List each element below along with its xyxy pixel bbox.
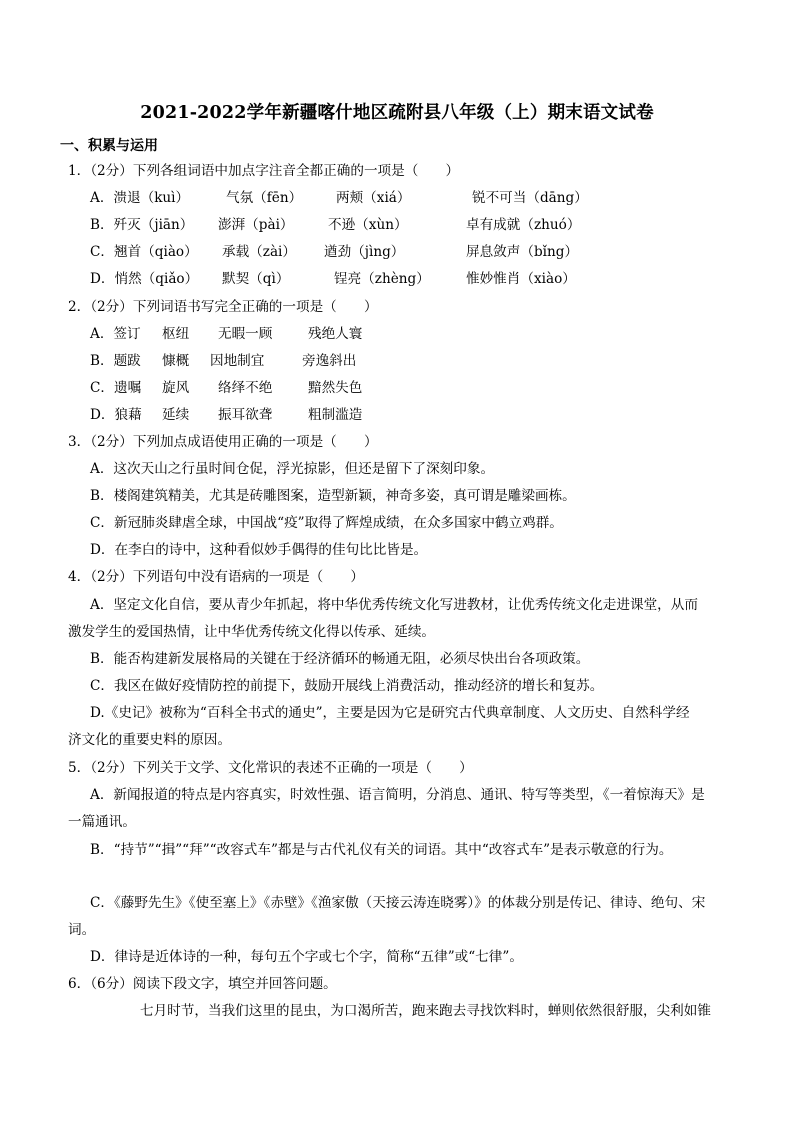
q2-option-a-word2: 枢纽 — [162, 326, 190, 342]
q1-option-c-word4: 屏息敛声（bǐng） — [466, 244, 579, 260]
q4-option-d-continued: 济文化的重要史料的原因。 — [68, 732, 232, 748]
q1-option-a-word4: 锐不可当（dāng） — [472, 190, 588, 206]
q5-option-a: A．新闻报道的特点是内容真实，时效性强、语言简明，分消息、通讯、特写等类型，《一着惊海天》是 — [90, 787, 705, 803]
q1-option-d-word2: 默契（qì） — [222, 271, 290, 287]
question-5-stem: 5．（2分）下列关于文学、文化常识的表述不正确的一项是（ ） — [68, 760, 473, 776]
q1-option-b-word1: B．歼灭（jiān） — [90, 217, 194, 233]
q1-option-d-word3: 锃亮（zhèng） — [334, 271, 430, 287]
q2-option-d-word2: 延续 — [162, 407, 190, 423]
q5-option-d: D．律诗是近体诗的一种，每句五个字或七个字，简称“五律”或“七律”。 — [90, 949, 523, 965]
q5-option-c-continued: 词。 — [68, 922, 96, 938]
q4-option-a: A．坚定文化自信，要从青少年抓起，将中华优秀传统文化写进教材，让优秀传统文化走进课堂，从而 — [90, 597, 698, 613]
q1-option-b-word4: 卓有成就（zhuó） — [466, 217, 581, 233]
q2-option-a-word4: 残绝人寰 — [308, 326, 363, 342]
q2-option-b-word3: 因地制宜 — [210, 353, 265, 369]
q2-option-b-word4: 旁逸斜出 — [302, 353, 357, 369]
q1-option-a-word2: 气氛（fēn） — [226, 190, 303, 206]
q2-option-d-word4: 粗制滥造 — [308, 407, 363, 423]
question-2-stem: 2．（2分）下列词语书写完全正确的一项是（ ） — [68, 299, 378, 315]
q2-option-c-word4: 黯然失色 — [308, 380, 363, 396]
q3-option-b: B．楼阁建筑精美，尤其是砖雕图案，造型新颖，神奇多姿，真可谓是雕梁画栋。 — [90, 488, 576, 504]
q2-option-d-word3: 振耳欲聋 — [218, 407, 273, 423]
q4-option-a-continued: 激发学生的爱国热情，让中华优秀传统文化得以传承、延续。 — [68, 624, 436, 640]
q1-option-c-word3: 遒劲（jìng） — [324, 244, 405, 260]
exam-title: 2021-2022学年新疆喀什地区疏附县八年级（上）期末语文试卷 — [140, 103, 654, 123]
q1-option-c-word2: 承载（zài） — [222, 244, 296, 260]
q1-option-d-word4: 惟妙惟肖（xiào） — [466, 271, 576, 287]
question-6-stem: 6．（6分）阅读下段文字，填空并回答问题。 — [68, 976, 337, 992]
q1-option-a-word3: 两颊（xiá） — [336, 190, 411, 206]
q1-option-c-word1: C．翘首（qiào） — [90, 244, 198, 260]
q2-option-d-word1: D．狼藉 — [90, 407, 142, 423]
q5-option-a-continued: 一篇通讯。 — [68, 814, 136, 830]
section-heading: 一、积累与运用 — [60, 138, 158, 154]
q2-option-b-word2: 慷概 — [162, 353, 190, 369]
q4-option-d: D.《史记》被称为“百科全书式的通史”，主要是因为它是研究古代典章制度、人文历史、自然科学经 — [90, 705, 690, 721]
q3-option-a: A．这次天山之行虽时间仓促，浮光掠影，但还是留下了深刻印象。 — [90, 461, 495, 477]
question-4-stem: 4．（2分）下列语句中没有语病的一项是（ ） — [68, 569, 364, 585]
question-3-stem: 3．（2分）下列加点成语使用正确的一项是（ ） — [68, 434, 378, 450]
q3-option-d: D．在李白的诗中，这种看似妙手偶得的佳句比比皆是。 — [90, 542, 428, 558]
q2-option-c-word2: 旋风 — [162, 380, 190, 396]
q1-option-d-word1: D．悄然（qiǎo） — [90, 271, 199, 287]
q1-option-a-word1: A．溃退（kuì） — [90, 190, 190, 206]
q4-option-c: C．我区在做好疫情防控的前提下，鼓励开展线上消费活动，推动经济的增长和复苏。 — [90, 678, 604, 694]
q2-option-c-word3: 络绎不绝 — [218, 380, 273, 396]
q1-option-b-word2: 澎湃（pài） — [218, 217, 294, 233]
q2-option-b-word1: B．题跋 — [90, 353, 141, 369]
q2-option-c-word1: C．遗嘱 — [90, 380, 142, 396]
q5-option-b: B．“持节”“揖”“拜”“改容式车”都是与古代礼仪有关的词语。其中“改容式车”是表示敬意的行为。 — [90, 842, 673, 858]
q1-option-b-word3: 不逊（xùn） — [328, 217, 408, 233]
q3-option-c: C．新冠肺炎肆虐全球，中国战“疫”取得了辉煌成绩，在众多国家中鹤立鸡群。 — [90, 515, 563, 531]
q2-option-a-word1: A．签订 — [90, 326, 141, 342]
q4-option-b: B．能否构建新发展格局的关键在于经济循环的畅通无阻，必须尽快出台各项政策。 — [90, 651, 590, 667]
question-1-stem: 1．（2分）下列各组词语中加点字注音全都正确的一项是（ ） — [68, 163, 460, 179]
q5-option-c: C．《藤野先生》《使至塞上》《赤壁》《渔家傲（天接云涛连晓雾）》的体裁分别是传记、律诗、绝句、宋 — [90, 895, 706, 911]
q6-passage: 七月时节，当我们这里的昆虫，为口渴所苦，跑来跑去寻找饮料时，蝉则依然很舒服，尖利如锥 — [140, 1003, 711, 1019]
q2-option-a-word3: 无暇一顾 — [218, 326, 273, 342]
